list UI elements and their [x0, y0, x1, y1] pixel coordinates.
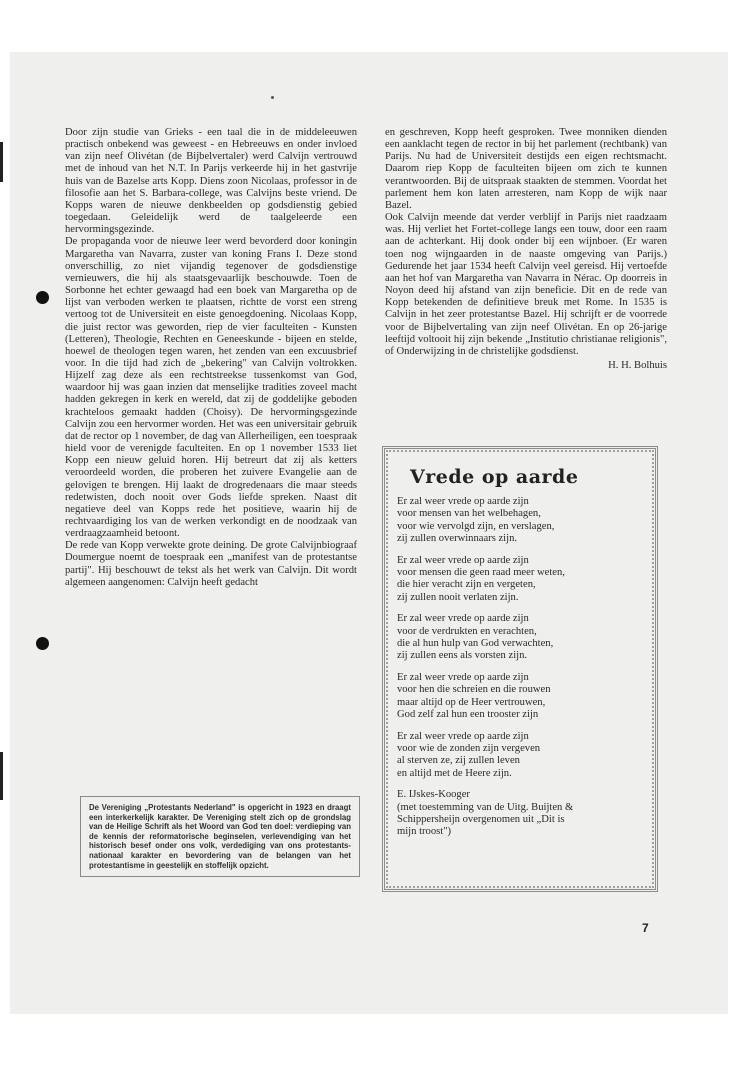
- poem-stanza: [397, 731, 651, 781]
- poem-line: Er zal weer vrede op aarde zijn: [397, 671, 529, 683]
- poem-stanza: [397, 613, 651, 663]
- poem-line: voor wie vervolgd zijn, en verslagen,: [397, 520, 555, 532]
- poem-title: Vrede op aarde: [410, 466, 579, 488]
- poem-line: en altijd met de Heere zijn.: [397, 767, 512, 779]
- article-paragraph: Ook Calvijn meende dat verder verblijf in Parijs niet raadzaam was. Hij verliet het Fortet-college langs een touw, door een raam aan de achterkant. Hij dook onder bij een wijnboer. (Er waren toen nog wijngaarden in de naaste omgeving van Parijs.) Gedurende het jaar 1534 heeft Calvijn veel gereisd. Hij vertoefde aan het hof van Margaretha van Navarra in Nérac. Op doorreis in Noyon deed hij afstand van zijn beneficie. Dit en de rede van Kopp betekenden de definitieve breuk met Rome. In 1535 is Calvijn in het zeer protestantse Bazel. Hij schrijft er de voorrede voor de Bijbelvertaling van zijn neef Olivétan. En op 26-jarige leeftijd voltooit hij zijn bekende „Institutio christianae religionis", of Onderwijzing in de christelijke godsdienst.: [385, 212, 667, 357]
- poem-line: voor hen die schreien en die rouwen: [397, 684, 551, 696]
- poem-line: voor mensen die geen raad meer weten,: [397, 567, 565, 579]
- poem-line: die al hun hulp van God verwachten,: [397, 638, 554, 650]
- poem-line: die hier veracht zijn en vergeten,: [397, 579, 536, 591]
- poem-line: voor mensen van het welbehagen,: [397, 508, 541, 520]
- article-paragraph: Door zijn studie van Grieks - een taal die in de middeleeuwen practisch onbekend was geweest - en Hebreeuws en onder invloed van zijn neef Olivétan (de Bijbelvertaler) werd Calvijn vertrouwd met de inhoud van het N.T. In Parijs verkeerde hij in het gastvrije huis van de Bazelse arts Kopp. Diens zoon Nicolaas, professor in de filosofie aan het S. Barbara-college, was Calvijns beste vriend. De Kopps waren de nieuwe denkbeelden op godsdienstig gebied toegedaan. Geleidelijk werd de taalgeleerde een hervormingsgezinde.: [65, 127, 357, 236]
- punch-hole: [36, 291, 49, 304]
- poem-line: zij zullen eens als vorsten zijn.: [397, 650, 528, 662]
- page-number: 7: [642, 921, 649, 935]
- paper-speck: [271, 96, 274, 99]
- poem-stanza: [397, 672, 651, 722]
- article-author: H. H. Bolhuis: [608, 359, 667, 371]
- poem-author: E. IJskes-Kooger: [397, 789, 470, 801]
- society-notice-text: De Vereniging „Protestants Nederland" is opgericht in 1923 en draagt een interkerkelijk karakter. De Vereniging stelt zich op de grondslag van de Heilige Schrift als het Woord van God ten doel: verdieping van de kennis der reformatorische beginselen, verlevendiging van het historisch besef onder ons volk, verdediging van ons protestants-nationaal karakter en bevordering van de belangen van het protestantisme in geestelijk en stoffelijk opzicht.: [89, 803, 351, 870]
- article-paragraph: De propaganda voor de nieuwe leer werd bevorderd door koningin Margaretha van Navarra, zuster van koning Frans I. Deze stond onverschillig, zo niet vijandig tegenover de godsdienstige vernieuwers, die hij als staatsgevaarlijk beschouwde. Toen de Sorbonne het echter gewaagd had een boek van Margaretha op de lijst van verboden werken te plaatsen, richtte de vorst een streng vertoog tot de Universiteit en eiste genoegdoening. Nicolaas Kopp, die juist rector was geworden, riep de vier faculteiten - Kunsten (Letteren), Theologie, Rechten en Geneeskunde - bijeen en stelde, hoewel de theologen tegen waren, het zenden van een excuusbrief voor. In die tijd had zich de „bekering" van Calvijn voltrokken. Hijzelf zag deze als een rechtstreekse tussenkomst van God, waardoor hij was gaan inzien dat menselijke tradities zoveel macht hadden gekregen in kerk en wereld, dat zij de goddelijke geboden krachteloos gemaakt hadden (Choisy). De hervormingsgezinde Calvijn zou een hervormer worden. Het was een universitair gebruik dat de rector op 1 november, de dag van Allerheiligen, een toespraak hield voor de verenigde faculteiten. En op 1 november 1533 liet Kopp een nieuw geluid horen. Hij betreurt dat zij als ketters veroordeeld worden, die proberen het zuivere Evangelie aan de gelovigen te brengen. Hij laakt de drogredenaars die maar steeds redetwisten, doch nooit over Gods liefde spreken. Naast dit negatieve deel van Kopps rede het positieve, waarin hij de rechtvaardiging los van de werken verkondigt en de noodzaak van verdraagzaamheid betoont.: [65, 236, 357, 540]
- poem-stanza: [397, 555, 651, 605]
- poem-line: Er zal weer vrede op aarde zijn: [397, 613, 529, 625]
- poem-line: maar altijd op de Heer vertrouwen,: [397, 696, 546, 708]
- poem-credit-line: Schippersheijn overgenomen uit „Dit is: [397, 813, 565, 825]
- poem-line: voor wie de zonden zijn vergeven: [397, 742, 541, 754]
- poem-credit-line: mijn troost"): [397, 826, 452, 838]
- article-paragraph: en geschreven, Kopp heeft gesproken. Twee monniken dienden een aanklacht tegen de rector in bij het parlement (rechtbank) van Parijs. Nu had de Universiteit destijds een eigen rechtsmacht. Daarom riep Kopp de faculteiten bijeen om zich te kunnen verantwoorden. Bij de uitspraak staakten de stemmen. Voordat het parlement hem kon laten arresteren, nam Kopp de wijk naar Bazel.: [385, 127, 667, 211]
- poem-line: Er zal weer vrede op aarde zijn: [397, 730, 529, 742]
- binding-edge-mark: [0, 752, 3, 800]
- article-right-column: [385, 127, 667, 372]
- punch-hole: [36, 637, 49, 650]
- article-left-column: [65, 127, 357, 589]
- binding-edge-mark: [0, 142, 3, 182]
- poem-line: zij zullen overwinnaars zijn.: [397, 533, 518, 545]
- society-notice-box: [80, 796, 360, 877]
- poem-line: voor de verdrukten en verachten,: [397, 625, 537, 637]
- poem-body: [397, 496, 651, 839]
- article-paragraph: De rede van Kopp verwekte grote deining. De grote Calvijnbiograaf Doumergue noemt de toespraak een „manifest van de protestantse partij". Hij beschouwt de tekst als het werk van Calvijn. Dit wordt algemeen aangenomen: Calvijn heeft gedacht: [65, 540, 357, 588]
- poem-stanza: [397, 496, 651, 546]
- poem-line: Er zal weer vrede op aarde zijn: [397, 554, 529, 566]
- poem-line: zij zullen nooit verlaten zijn.: [397, 591, 519, 603]
- poem-credit-line: (met toestemming van de Uitg. Buijten &: [397, 801, 574, 813]
- poem-line: God zelf zal hun een trooster zijn: [397, 709, 539, 721]
- poem-line: al sterven ze, zij zullen leven: [397, 755, 520, 767]
- poem-line: Er zal weer vrede op aarde zijn: [397, 496, 529, 507]
